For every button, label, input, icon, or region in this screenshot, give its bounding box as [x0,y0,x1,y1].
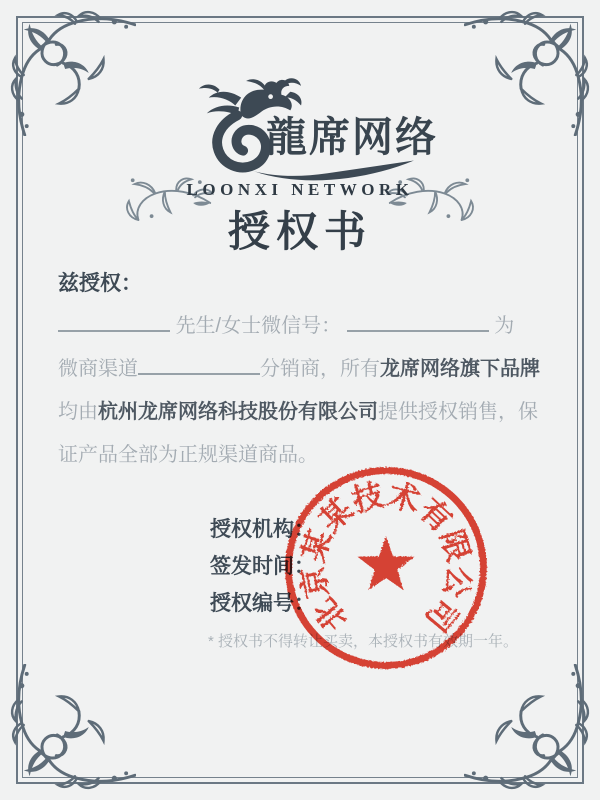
svg-text:限: 限 [433,525,477,566]
wechat-id-blank-field [347,314,489,332]
body-line-2 [58,305,546,348]
authorizer-label: 授权机构： [210,518,315,541]
issue-date-label: 签发时间： [210,555,315,578]
corner-ornament-icon [464,8,592,136]
body-line-3 [58,348,546,391]
svg-text:有: 有 [412,491,460,539]
authorization-number-label: 授权编号： [210,592,315,615]
brand-name-cn: 龍席网络 [266,114,438,160]
corner-ornament-icon [8,664,136,792]
brand-name-en: LOONXI NETWORK [186,180,414,199]
salutation: 兹授权： [58,272,142,295]
document-title: 授权书 [227,208,372,255]
svg-text:某: 某 [312,491,360,539]
svg-text:技: 技 [348,476,388,519]
channel-blank-field [138,357,260,375]
company-emphasis-text: 杭州龙席网络科技股份有限公司 [98,401,378,423]
company-seal-stamp [280,462,492,674]
footnote: * 授权书不得转让买卖，本授权书有效期一年。 [208,633,519,650]
body-text: 证产品全部为正规渠道商品。 [58,444,318,466]
star-icon [357,536,414,590]
authorization-body [58,262,546,477]
svg-text:术: 术 [384,476,424,519]
body-text: 分销商，所有 [260,358,380,380]
corner-ornament-icon [8,8,136,136]
body-line-4 [58,391,546,434]
svg-text:北: 北 [307,591,354,638]
name-blank-field [58,314,170,332]
body-text: 均由 [58,401,98,423]
body-text: 微商渠道 [58,358,138,380]
body-text: 提供授权销售，保 [378,401,538,423]
svg-text:司: 司 [418,591,465,638]
svg-text:京: 京 [294,563,336,601]
corner-ornament-icon [464,664,592,792]
svg-text:某: 某 [295,525,339,566]
brand-emphasis-text: 龙席网络旗下品牌 [380,358,540,380]
svg-text:公: 公 [436,563,478,601]
body-text: 先生/女士微信号： [175,315,342,337]
body-text: 为 [494,315,515,337]
